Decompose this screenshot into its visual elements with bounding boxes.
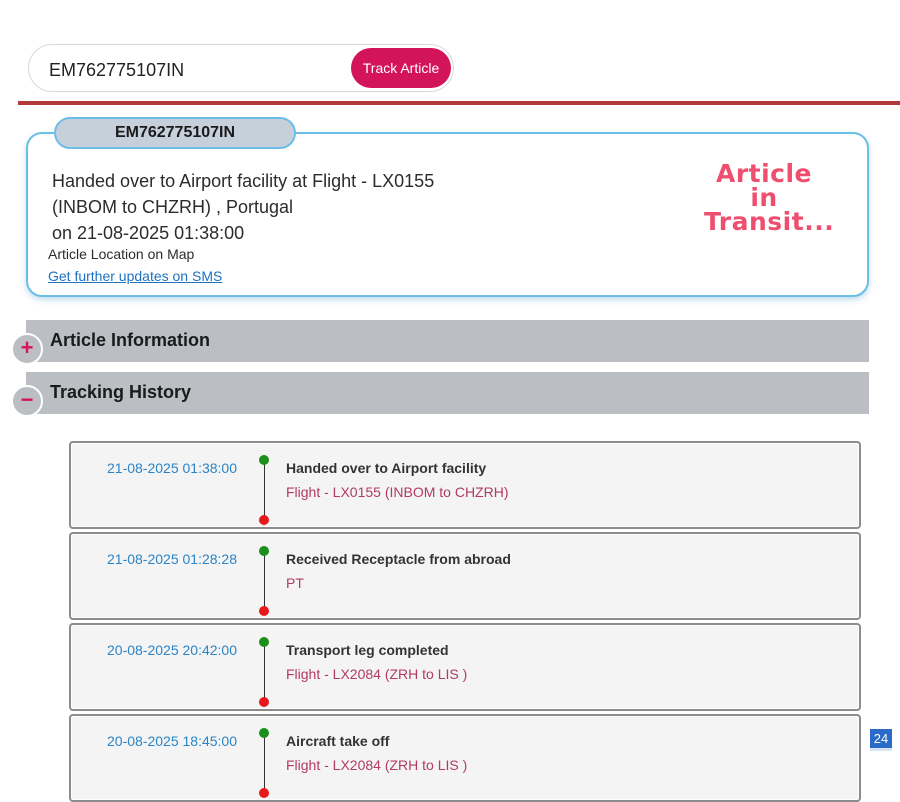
track-article-button[interactable]: Track Article xyxy=(351,48,451,88)
history-event xyxy=(69,441,861,529)
expand-plus-icon[interactable]: + xyxy=(11,333,43,365)
event-detail: Flight - LX2084 (ZRH to LIS ) xyxy=(286,666,468,682)
accordion-title: Tracking History xyxy=(50,382,192,402)
timeline-start-dot-icon xyxy=(259,546,269,556)
accordion-tracking-history[interactable] xyxy=(26,372,869,414)
accordion-article-information[interactable] xyxy=(26,320,869,362)
event-title: Transport leg completed xyxy=(286,642,449,658)
sms-updates-link[interactable]: Get further updates on SMS xyxy=(48,268,223,284)
history-event xyxy=(69,714,861,802)
timeline-connector xyxy=(264,462,265,517)
timeline-end-dot-icon xyxy=(259,697,269,707)
timeline-end-dot-icon xyxy=(259,606,269,616)
accordion-title: Article Information xyxy=(50,330,211,350)
transit-badge-line: in xyxy=(750,183,778,212)
timeline-start-dot-icon xyxy=(259,728,269,738)
event-detail: PT xyxy=(286,575,304,591)
transit-badge-line: Article xyxy=(715,159,813,188)
timeline-connector xyxy=(264,644,265,699)
event-date: 21-08-2025 01:38:00 xyxy=(107,460,237,476)
event-title: Received Receptacle from abroad xyxy=(286,551,511,567)
timeline-start-dot-icon xyxy=(259,637,269,647)
event-title: Aircraft take off xyxy=(286,733,390,749)
status-line: on 21-08-2025 01:38:00 xyxy=(52,223,245,243)
page-counter-badge[interactable]: 24 xyxy=(870,729,892,751)
event-date: 20-08-2025 20:42:00 xyxy=(107,642,237,658)
history-event xyxy=(69,532,861,620)
timeline-connector xyxy=(264,553,265,608)
article-in-transit-badge xyxy=(704,159,835,236)
timeline-connector xyxy=(264,735,265,790)
status-line: (INBOM to CHZRH) , Portugal xyxy=(52,197,294,217)
event-detail: Flight - LX2084 (ZRH to LIS ) xyxy=(286,757,468,773)
event-detail: Flight - LX0155 (INBOM to CHZRH) xyxy=(286,484,509,500)
history-event xyxy=(69,623,861,711)
timeline-end-dot-icon xyxy=(259,788,269,798)
event-title: Handed over to Airport facility xyxy=(286,460,487,476)
tracking-history-list xyxy=(69,441,861,771)
header-divider xyxy=(18,101,900,105)
status-line: Handed over to Airport facility at Flight - LX0155 xyxy=(52,171,435,191)
transit-badge-line: Transit... xyxy=(704,207,835,236)
timeline-end-dot-icon xyxy=(259,515,269,525)
timeline-start-dot-icon xyxy=(259,455,269,465)
collapse-minus-icon[interactable]: − xyxy=(11,385,43,417)
article-id-pill: EM762775107IN xyxy=(54,117,296,149)
tracking-number-input[interactable] xyxy=(47,55,361,85)
status-description xyxy=(52,168,612,246)
event-date: 20-08-2025 18:45:00 xyxy=(107,733,237,749)
current-status-card xyxy=(26,132,869,297)
article-location-map-label[interactable]: Article Location on Map xyxy=(48,246,195,262)
tracking-search-bar xyxy=(28,44,454,92)
event-date: 21-08-2025 01:28:28 xyxy=(107,551,237,567)
